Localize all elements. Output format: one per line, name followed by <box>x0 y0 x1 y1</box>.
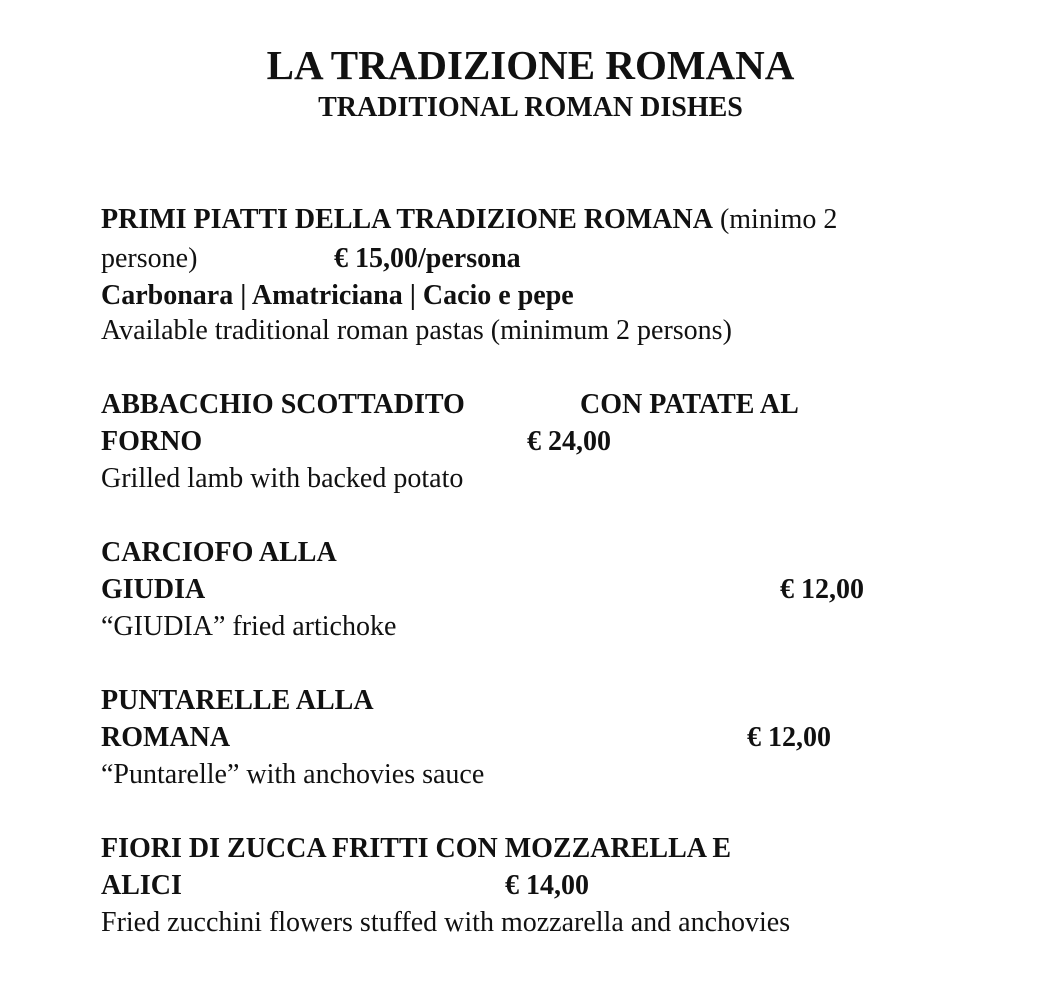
menu-item-price: € 14,00 <box>505 870 589 901</box>
menu-subtitle: TRADITIONAL ROMAN DISHES <box>318 92 743 123</box>
menu-item-name-line2: FORNO <box>101 426 203 457</box>
menu-item-options: Carbonara | Amatriciana | Cacio e pepe <box>101 280 574 311</box>
menu-title: LA TRADIZIONE ROMANA <box>266 42 795 88</box>
menu-item-description: “GIUDIA” fried artichoke <box>101 611 397 642</box>
menu-item-price: € 24,00 <box>527 426 611 457</box>
menu-item-description: Available traditional roman pastas (minimum 2 persons) <box>101 315 732 346</box>
menu-item-price: € 12,00 <box>780 574 864 605</box>
menu-item-primi-name-line1 <box>101 202 837 238</box>
menu-item-description: Grilled lamb with backed potato <box>101 463 464 494</box>
menu-item-name: CARCIOFO ALLA <box>101 537 337 568</box>
menu-item-name: PRIMI PIATTI DELLA TRADIZIONE ROMANA <box>101 204 713 235</box>
menu-item-name-continued: CON PATATE AL <box>580 389 799 420</box>
menu-item-price: € 12,00 <box>747 722 831 753</box>
menu-item-name: FIORI DI ZUCCA FRITTI CON MOZZARELLA E <box>101 833 732 864</box>
menu-item-name-line2: GIUDIA <box>101 574 206 605</box>
menu-item-name: PUNTARELLE ALLA <box>101 685 374 716</box>
menu-item-description: Fried zucchini flowers stuffed with mozzarella and anchovies <box>101 907 791 938</box>
menu-item-name-note: (minimo 2 <box>712 204 838 235</box>
menu-item-name-line2: ROMANA <box>101 722 231 753</box>
menu-item-name-line2: ALICI <box>101 870 182 901</box>
menu-item-description: “Puntarelle” with anchovies sauce <box>101 759 485 790</box>
menu-item-name: ABBACCHIO SCOTTADITO <box>101 389 465 420</box>
menu-item-primi-name-line2: persone) <box>101 243 198 274</box>
menu-item-price: € 15,00/persona <box>334 243 521 274</box>
